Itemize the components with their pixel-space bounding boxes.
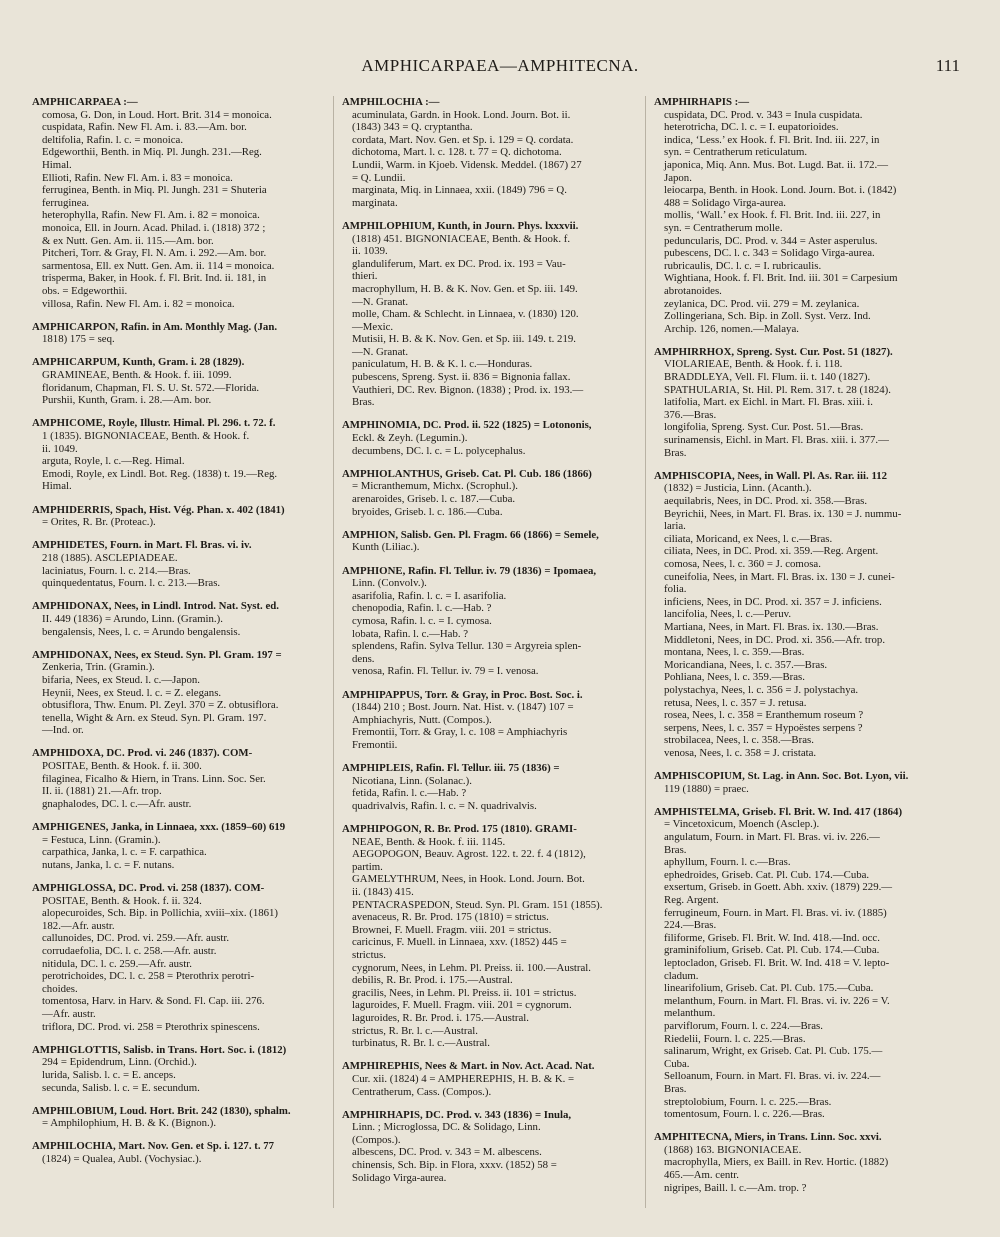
- entry-text-line: arguta, Royle, l. c.—Reg. Himal.: [42, 455, 185, 468]
- entry-text-line: asarifolia, Rafin. l. c. = I. asarifolia.: [352, 589, 507, 602]
- entry-text-line: polystachya, Nees, l. c. 356 = J. polystachya.: [664, 683, 859, 696]
- entry-text-line: Solidago Virga-aurea.: [352, 1171, 447, 1184]
- entry-text-line: triflora, DC. Prod. vi. 258 = Pterothrix spinescens.: [42, 1020, 260, 1033]
- genus-entry: [342, 823, 634, 1050]
- entry-heading-line: AMPHIDONAX, Nees, in Lindl. Introd. Nat. Syst. ed.: [32, 600, 279, 613]
- entry-text-line: rosea, Nees, l. c. 358 = Eranthemum roseum ?: [664, 709, 864, 722]
- entry-text-line: 376.—Bras.: [664, 408, 717, 421]
- entry-text-line: gracilis, Nees, in Lehm. Pl. Preiss. ii. 101 = strictus.: [352, 986, 577, 999]
- entry-text-line: leiocarpa, Benth. in Hook. Lond. Journ. Bot. i. (1842): [664, 184, 897, 197]
- entry-text-line: Kunth (Liliac.).: [352, 541, 420, 554]
- entry-text-line: longifolia, Spreng. Syst. Cur. Post. 51.—Bras.: [664, 421, 864, 434]
- entry-text-line: obs. = Edgeworthii.: [42, 284, 128, 297]
- entry-text-line: Martiana, Nees, in Mart. Fl. Bras. ix. 130.—Bras.: [664, 620, 879, 633]
- entry-text-line: alopecuroides, Sch. Bip. in Pollichia, xviii–xix. (1861): [42, 907, 279, 920]
- entry-text-line: ciliata, Nees, in DC. Prod. xi. 359.—Reg. Argent.: [664, 545, 879, 558]
- entry-text-line: —Afr. austr.: [42, 1007, 96, 1020]
- entry-text-line: splendens, Rafin. Sylva Tellur. 130 = Argyreia splen-: [352, 640, 582, 653]
- genus-entry: [342, 689, 634, 752]
- entry-text-line: GAMELYTHRUM, Nees, in Hook. Lond. Journ. Bot.: [352, 873, 585, 886]
- entry-text-line: = Micranthemum, Michx. (Scrophul.).: [352, 480, 518, 493]
- entry-text-line: acuminulata, Gardn. in Hook. Lond. Journ. Bot. ii.: [352, 108, 571, 121]
- entry-text-line: secunda, Salisb. l. c. = E. secundum.: [42, 1081, 200, 1094]
- entry-text-line: 1 (1835). BIGNONIACEAE, Benth. & Hook. f.: [42, 430, 250, 443]
- entry-text-line: pubescens, DC. l. c. 343 = Solidago Virga-aurea.: [664, 247, 875, 260]
- entry-text-line: = Orites, R. Br. (Proteac.).: [42, 516, 156, 529]
- entry-text-line: fetida, Rafin. l. c.—Hab. ?: [352, 787, 467, 800]
- entry-text-line: latifolia, Mart. ex Eichl. in Mart. Fl. Bras. xiii. i.: [664, 396, 874, 409]
- entry-text-line: tomentosa, Harv. in Harv. & Sond. Fl. Cap. iii. 276.: [42, 995, 265, 1008]
- entry-text-line: nigripes, Baill. l. c.—Am. trop. ?: [664, 1181, 807, 1194]
- entry-text-line: II. ii. (1881) 21.—Afr. trop.: [42, 785, 162, 798]
- entry-text-line: avenaceus, R. Br. Prod. 175 (1810) = strictus.: [352, 911, 549, 924]
- entry-text-line: bryoides, Griseb. l. c. 186.—Cuba.: [352, 505, 503, 518]
- entry-text-line: heterotricha, DC. l. c. = I. eupatorioides.: [664, 121, 839, 134]
- entry-text-line: melanthum, Fourn. in Mart. Fl. Bras. vi. iv. 226 = V.: [664, 994, 890, 1007]
- entry-text-line: Bras.: [664, 843, 687, 856]
- entry-text-line: GRAMINEAE, Benth. & Hook. f. iii. 1099.: [42, 369, 232, 382]
- entry-text-line: ii. (1843) 415.: [352, 886, 414, 898]
- entry-text-line: filaginea, Ficalho & Hiern, in Trans. Linn. Soc. Ser.: [42, 772, 266, 785]
- entry-text-line: AEGOPOGON, Beauv. Agrost. 122. t. 22. f. 4 (1812),: [352, 848, 586, 861]
- entry-text-line: nitidula, DC. l. c. 259.—Afr. austr.: [42, 957, 192, 970]
- entry-text-line: POSITAE, Benth. & Hook. f. ii. 324.: [42, 894, 202, 907]
- entry-heading-line: AMPHIGLOSSA, DC. Prod. vi. 258 (1837). COM-: [32, 882, 265, 894]
- entry-text-line: comosa, Nees, l. c. 360 = J. comosa.: [664, 557, 821, 570]
- entry-text-line: (1868) 163. BIGNONIACEAE.: [664, 1143, 802, 1156]
- genus-entry: [654, 96, 946, 335]
- entry-text-line: floridanum, Chapman, Fl. S. U. St. 572.—Florida.: [42, 381, 260, 394]
- entry-text-line: salinarum, Wright, ex Griseb. Cat. Pl. Cub. 175.—: [664, 1045, 883, 1058]
- entry-text-line: = Amphilophium, H. B. & K. (Bignon.).: [42, 1117, 217, 1130]
- entry-text-line: cuspidata, DC. Prod. v. 343 = Inula cuspidata.: [664, 108, 863, 121]
- entry-heading-line: AMPHISTELMA, Griseb. Fl. Brit. W. Ind. 417 (1864): [654, 805, 903, 818]
- entry-heading-line: AMPHIPLEIS, Rafin. Fl. Tellur. iii. 75 (1836) =: [342, 762, 560, 775]
- entry-text-line: ciliata, Moricand, ex Nees, l. c.—Bras.: [664, 532, 833, 545]
- text-column-middle: [342, 96, 634, 1195]
- genus-entry: [342, 468, 634, 518]
- entry-text-line: (1824) = Qualea, Aubl. (Vochysiac.).: [42, 1153, 202, 1166]
- genus-entry: [32, 747, 324, 810]
- entry-text-line: aequilabris, Nees, in DC. Prod. xi. 358.—Bras.: [664, 495, 868, 507]
- entry-heading-line: AMPHILOPHIUM, Kunth, in Journ. Phys. lxxxvii.: [342, 219, 579, 232]
- running-head: AMPHICARPAEA—AMPHITECNA.: [361, 56, 639, 75]
- entry-text-line: streptolobium, Fourn. l. c. 225.—Bras.: [664, 1095, 832, 1108]
- entry-text-line: VIOLARIEAE, Benth. & Hook. f. i. 118.: [664, 358, 843, 371]
- entry-text-line: caricinus, F. Muell. in Linnaea, xxv. (1852) 445 =: [352, 936, 567, 949]
- entry-text-line: lobata, Rafin. l. c.—Hab. ?: [352, 627, 469, 640]
- entry-text-line: = Vincetoxicum, Moench (Asclep.).: [664, 818, 820, 831]
- entry-heading-line: AMPHIPAPPUS, Torr. & Gray, in Proc. Bost. Soc. i.: [342, 688, 583, 701]
- entry-heading-line: AMPHICOME, Royle, Illustr. Himal. Pl. 296. t. 72. f.: [32, 417, 276, 430]
- entry-text-line: bengalensis, Nees, l. c. = Arundo bengalensis.: [42, 625, 241, 638]
- genus-entry: [32, 417, 324, 493]
- text-column-right: [654, 96, 946, 1205]
- entry-text-line: laciniatus, Fourn. l. c. 214.—Bras.: [42, 564, 191, 577]
- entry-heading-line: AMPHIRHAPIS :—: [654, 96, 750, 108]
- genus-entry: [342, 529, 634, 554]
- entry-text-line: 182.—Afr. austr.: [42, 919, 115, 932]
- entry-text-line: inficiens, Nees, in DC. Prod. xi. 357 = J. inficiens.: [664, 595, 882, 608]
- genus-entry: [32, 356, 324, 406]
- entry-text-line: nutans, Janka, l. c. = F. nutans.: [42, 858, 175, 871]
- entry-text-line: Emodi, Royle, ex Lindl. Bot. Reg. (1838) t. 19.—Reg.: [42, 467, 278, 480]
- entry-text-line: Ellioti, Rafin. New Fl. Am. i. 83 = monoica.: [42, 171, 233, 184]
- genus-entry: [32, 1044, 324, 1094]
- entry-text-line: venosa, Rafin. Fl. Tellur. iv. 79 = I. venosa.: [352, 665, 539, 678]
- entry-text-line: Bras.: [352, 396, 375, 409]
- entry-heading-line: AMPHIDERRIS, Spach, Hist. Vég. Phan. x. 402 (1841): [32, 503, 285, 516]
- entry-heading-line: AMPHINOMIA, DC. Prod. ii. 522 (1825) = Lotononis,: [342, 419, 592, 432]
- genus-entry: [654, 1131, 946, 1194]
- entry-text-line: cygnorum, Nees, in Lehm. Pl. Preiss. ii. 100.—Austral.: [352, 961, 592, 974]
- entry-text-line: tenella, Wight & Arn. ex Steud. Syn. Pl. Gram. 197.: [42, 711, 267, 724]
- genus-entry: [32, 882, 324, 1033]
- entry-text-line: Wightiana, Hook. f. Fl. Brit. Ind. iii. 301 = Carpesium: [664, 272, 898, 285]
- entry-text-line: thieri.: [352, 270, 378, 283]
- entry-text-line: debilis, R. Br. Prod. i. 175.—Austral.: [352, 974, 513, 987]
- entry-text-line: Nicotiana, Linn. (Solanac.).: [352, 774, 472, 787]
- entry-text-line: Eckl. & Zeyh. (Legumin.).: [352, 432, 468, 445]
- entry-text-line: Himal.: [42, 480, 72, 493]
- genus-entry: [32, 600, 324, 638]
- entry-text-line: indica, ‘Less.’ ex Hook. f. Fl. Brit. Ind. iii. 227, in: [664, 133, 880, 146]
- genus-entry: [32, 821, 324, 871]
- entry-text-line: laria.: [664, 520, 686, 533]
- entry-heading-line: AMPHICARPUM, Kunth, Gram. i. 28 (1829).: [32, 356, 245, 369]
- entry-text-line: surinamensis, Eichl. in Mart. Fl. Bras. xiii. i. 377.—: [664, 434, 889, 447]
- entry-text-line: —Ind. or.: [42, 724, 84, 737]
- entry-text-line: angulatum, Fourn. in Mart. Fl. Bras. vi. iv. 226.—: [664, 831, 880, 844]
- entry-text-line: molle, Cham. & Schlecht. in Linnaea, v. (1830) 120.: [352, 308, 579, 321]
- entry-text-line: corrudaefolia, DC. l. c. 258.—Afr. austr.: [42, 944, 217, 957]
- entry-text-line: deltifolia, Rafin. l. c. = monoica.: [42, 133, 184, 146]
- entry-text-line: Edgeworthii, Benth. in Miq. Pl. Jungh. 231.—Reg.: [42, 146, 262, 159]
- entry-text-line: turbinatus, R. Br. l. c.—Austral.: [352, 1037, 490, 1050]
- entry-heading-line: AMPHIGENES, Janka, in Linnaea, xxx. (1859–60) 619: [32, 821, 286, 834]
- entry-text-line: lancifolia, Nees, l. c.—Peruv.: [664, 608, 792, 621]
- entry-text-line: parviflorum, Fourn. l. c. 224.—Bras.: [664, 1019, 823, 1032]
- entry-text-line: strictus.: [352, 948, 386, 961]
- entry-text-line: Linn. (Convolv.).: [352, 577, 427, 590]
- genus-entry: [32, 649, 324, 737]
- entry-text-line: 218 (1885). ASCLEPIADEAE.: [42, 551, 178, 564]
- genus-entry: [342, 419, 634, 457]
- entry-text-line: Selloanum, Fourn. in Mart. Fl. Bras. vi. iv. 224.—: [664, 1070, 881, 1083]
- entry-text-line: gnaphalodes, DC. l. c.—Afr. austr.: [42, 797, 192, 810]
- entry-text-line: marginata, Miq. in Linnaea, xxii. (1849) 796 = Q.: [352, 184, 567, 197]
- entry-text-line: trisperma, Baker, in Hook. f. Fl. Brit. Ind. ii. 181, in: [42, 272, 267, 285]
- entry-text-line: macrophyllum, H. B. & K. Nov. Gen. et Sp. iii. 149.: [352, 282, 578, 295]
- entry-text-line: Fremontii.: [352, 738, 398, 751]
- entry-text-line: cymosa, Rafin. l. c. = I. cymosa.: [352, 614, 492, 627]
- entry-text-line: strictus, R. Br. l. c.—Austral.: [352, 1024, 478, 1037]
- entry-text-line: cuneifolia, Nees, in Mart. Fl. Bras. ix. 130 = J. cunei-: [664, 570, 895, 583]
- entry-text-line: obtusiflora, Thw. Enum. Pl. Zeyl. 370 = Z. obtusiflora.: [42, 699, 279, 712]
- entry-text-line: chinensis, Sch. Bip. in Flora, xxxv. (1852) 58 =: [352, 1159, 557, 1172]
- entry-text-line: Purshii, Kunth, Gram. i. 28.—Am. bor.: [42, 394, 212, 407]
- entry-text-line: 1818) 175 = seq.: [42, 333, 115, 346]
- entry-text-line: Bras.: [664, 1082, 687, 1095]
- entry-text-line: SPATHULARIA, St. Hil. Pl. Rem. 317. t. 28 (1824).: [664, 383, 891, 396]
- entry-text-line: Riedelii, Fourn. l. c. 225.—Bras.: [664, 1032, 806, 1045]
- entry-text-line: folia.: [664, 583, 687, 596]
- entry-text-line: Heynii, Nees, ex Steud. l. c. = Z. elegans.: [42, 686, 222, 699]
- entry-text-line: montana, Nees, l. c. 359.—Bras.: [664, 646, 805, 659]
- entry-heading-line: AMPHIGLOTTIS, Salisb. in Trans. Hort. Soc. i. (1812): [32, 1043, 287, 1056]
- entry-text-line: cordata, Mart. Nov. Gen. et Sp. i. 129 = Q. cordata.: [352, 133, 574, 146]
- entry-heading-line: AMPHIOLANTHUS, Griseb. Cat. Pl. Cub. 186 (1866): [342, 467, 592, 480]
- entry-text-line: partim.: [352, 860, 383, 873]
- entry-heading-line: AMPHIDOXA, DC. Prod. vi. 246 (1837). COM-: [32, 747, 253, 760]
- entry-text-line: Middletoni, Nees, in DC. Prod. xi. 356.—Afr. trop.: [664, 633, 886, 646]
- genus-entry: [32, 321, 324, 346]
- entry-heading-line: AMPHILOCHIA, Mart. Nov. Gen. et Sp. i. 127. t. 77: [32, 1140, 275, 1153]
- entry-text-line: 224.—Bras.: [664, 919, 717, 932]
- entry-text-line: japonica, Miq. Ann. Mus. Bot. Lugd. Bat. ii. 172.—: [664, 158, 889, 171]
- entry-text-line: Fremontii, Torr. & Gray, l. c. 108 = Amphiachyris: [352, 726, 568, 739]
- entry-heading-line: AMPHITECNA, Miers, in Trans. Linn. Soc. xxvi.: [654, 1131, 882, 1144]
- entry-text-line: choides.: [42, 982, 78, 995]
- entry-text-line: (1832) = Justicia, Linn. (Acanth.).: [664, 482, 812, 495]
- entry-text-line: ferruginea.: [42, 196, 90, 209]
- entry-text-line: villosa, Rafin. New Fl. Am. i. 82 = monoica.: [42, 297, 235, 310]
- entry-text-line: dens.: [352, 652, 375, 665]
- entry-text-line: melanthum.: [664, 1007, 716, 1020]
- entry-text-line: Amphiachyris, Nutt. (Compos.).: [352, 713, 492, 726]
- entry-text-line: BRADDLEYA, Vell. Fl. Flum. ii. t. 140 (1827).: [664, 371, 871, 384]
- entry-text-line: perotrichoides, DC. l. c. 258 = Pterothrix perotri-: [42, 970, 255, 983]
- entry-text-line: —N. Granat.: [352, 345, 409, 358]
- entry-text-line: 465.—Am. centr.: [664, 1169, 739, 1182]
- entry-text-line: II. 449 (1836) = Arundo, Linn. (Gramin.).: [42, 612, 223, 625]
- entry-text-line: Centratherum, Cass. (Compos.).: [352, 1085, 492, 1098]
- entry-text-line: ii. 1049.: [42, 442, 78, 455]
- entry-text-line: cuspidata, Rafin. New Fl. Am. i. 83.—Am. bor.: [42, 121, 247, 134]
- entry-text-line: chenopodia, Rafin. l. c.—Hab. ?: [352, 602, 492, 615]
- entry-text-line: laguroides, F. Muell. Fragm. viii. 201 = cygnorum.: [352, 999, 572, 1012]
- entry-text-line: heterophylla, Rafin. New Fl. Am. i. 82 = monoica.: [42, 209, 260, 222]
- entry-text-line: (1818) 451. BIGNONIACEAE, Benth. & Hook. f.: [352, 232, 571, 245]
- entry-text-line: Zollingeriana, Sch. Bip. in Zoll. Syst. Verz. Ind.: [664, 310, 871, 323]
- entry-heading-line: AMPHION, Salisb. Gen. Pl. Fragm. 66 (1866) = Semele,: [342, 528, 599, 541]
- entry-text-line: Himal.: [42, 158, 72, 171]
- entry-text-line: Cuba.: [664, 1057, 690, 1070]
- entry-text-line: lurida, Salisb. l. c. = E. anceps.: [42, 1068, 176, 1081]
- entry-heading-line: AMPHISCOPIA, Nees, in Wall. Pl. As. Rar. iii. 112: [654, 469, 888, 482]
- entry-text-line: abrotanoides.: [664, 284, 722, 297]
- entry-heading-line: AMPHICARPON, Rafin. in Am. Monthly Mag. (Jan.: [32, 320, 278, 333]
- column-divider: [333, 96, 334, 1208]
- entry-text-line: arenaroides, Griseb. l. c. 187.—Cuba.: [352, 493, 516, 505]
- entry-text-line: Cur. xii. (1824) 4 = AMPHEREPHIS, H. B. & K. =: [352, 1072, 575, 1085]
- entry-text-line: quinquedentatus, Fourn. l. c. 213.—Bras.: [42, 577, 221, 590]
- entry-text-line: Moricandiana, Nees, l. c. 357.—Bras.: [664, 658, 828, 671]
- entry-text-line: syn. = Centratherum reticulatum.: [664, 146, 808, 159]
- entry-text-line: Beyrichii, Nees, in Mart. Fl. Bras. ix. 130 = J. nummu-: [664, 507, 902, 520]
- entry-text-line: carpathica, Janka, l. c. = F. carpathica.: [42, 846, 207, 859]
- entry-text-line: strobilacea, Nees, l. c. 358.—Bras.: [664, 734, 814, 747]
- entry-text-line: 294 = Epidendrum, Linn. (Orchid.).: [42, 1056, 197, 1069]
- entry-text-line: syn. = Centratherum molle.: [664, 221, 783, 234]
- genus-entry: [342, 762, 634, 812]
- genus-entry: [342, 565, 634, 678]
- entry-text-line: mollis, ‘Wall.’ ex Hook. f. Fl. Brit. Ind. iii. 227, in: [664, 209, 881, 222]
- entry-heading-line: AMPHICARPAEA :—: [32, 96, 138, 108]
- entry-text-line: venosa, Nees, l. c. 358 = J. cristata.: [664, 746, 817, 759]
- genus-entry: [342, 96, 634, 209]
- entry-text-line: cladum.: [664, 969, 699, 982]
- entry-text-line: ferruginea, Benth. in Miq. Pl. Jungh. 231 = Shuteria: [42, 184, 267, 197]
- entry-text-line: macrophylla, Miers, ex Baill. in Rev. Hortic. (1882): [664, 1156, 889, 1169]
- genus-entry: [654, 770, 946, 795]
- entry-text-line: = Festuca, Linn. (Gramin.).: [42, 833, 161, 846]
- genus-entry: [32, 1140, 324, 1165]
- genus-entry: [342, 1109, 634, 1185]
- entry-text-line: —Mexic.: [352, 320, 394, 333]
- entry-heading-line: AMPHIDETES, Fourn. in Mart. Fl. Bras. vi. iv.: [32, 539, 252, 552]
- entry-text-line: aphyllum, Fourn. l. c.—Bras.: [664, 856, 791, 869]
- entry-text-line: Japon.: [664, 171, 692, 184]
- entry-text-line: PENTACRASPEDON, Steud. Syn. Pl. Gram. 151 (1855).: [352, 898, 603, 911]
- entry-text-line: Pohliana, Nees, l. c. 359.—Bras.: [664, 671, 805, 684]
- entry-text-line: quadrivalvis, Rafin. l. c. = N. quadrivalvis.: [352, 799, 537, 812]
- entry-text-line: ii. 1039.: [352, 245, 388, 258]
- entry-text-line: 488 = Solidago Virga-aurea.: [664, 196, 786, 209]
- entry-text-line: ferrugineum, Fourn. in Mart. Fl. Bras. vi. iv. (1885): [664, 906, 887, 919]
- entry-text-line: —N. Granat.: [352, 295, 409, 308]
- entry-text-line: Vauthieri, DC. Rev. Bignon. (1838) ; Prod. ix. 193.—: [352, 383, 584, 396]
- entry-text-line: Mutisii, H. B. & K. Nov. Gen. et Sp. iii. 149. t. 219.: [352, 333, 576, 346]
- entry-text-line: glanduliferum, Mart. ex DC. Prod. ix. 193 = Vau-: [352, 257, 566, 270]
- genus-entry: [342, 1060, 634, 1098]
- entry-text-line: rubricaulis, DC. l. c. = I. rubricaulis.: [664, 259, 822, 272]
- entry-text-line: = Q. Lundii.: [352, 171, 406, 184]
- entry-text-line: (1844) 210 ; Bost. Journ. Nat. Hist. v. (1847) 107 =: [352, 701, 574, 714]
- genus-entry: [32, 539, 324, 589]
- entry-text-line: (1843) 343 = Q. cryptantha.: [352, 121, 473, 134]
- entry-heading-line: AMPHIREPHIS, Nees & Mart. in Nov. Act. Acad. Nat.: [342, 1060, 595, 1073]
- entry-text-line: pubescens, Spreng. Syst. ii. 836 = Bignonia fallax.: [352, 371, 571, 384]
- genus-entry: [32, 1105, 324, 1130]
- entry-text-line: tomentosum, Fourn. l. c. 226.—Bras.: [664, 1108, 825, 1121]
- entry-heading-line: AMPHIRHAPIS, DC. Prod. v. 343 (1836) = Inula,: [342, 1108, 572, 1121]
- entry-heading-line: AMPHIONE, Rafin. Fl. Tellur. iv. 79 (1836) = Ipomaea,: [342, 564, 597, 577]
- entry-text-line: retusa, Nees, l. c. 357 = J. retusa.: [664, 696, 807, 709]
- genus-entry: [32, 504, 324, 529]
- entry-heading-line: AMPHIRRHOX, Spreng. Syst. Cur. Post. 51 (1827).: [654, 345, 893, 358]
- entry-text-line: graminifolium, Griseb. Cat. Pl. Cub. 174.—Cuba.: [664, 944, 880, 957]
- entry-text-line: callunoides, DC. Prod. vi. 259.—Afr. austr.: [42, 932, 230, 945]
- entry-text-line: albescens, DC. Prod. v. 343 = M. albescens.: [352, 1146, 542, 1159]
- entry-text-line: Reg. Argent.: [664, 894, 719, 906]
- entry-text-line: Brownei, F. Muell. Fragm. viii. 201 = strictus.: [352, 923, 552, 936]
- entry-heading-line: AMPHILOBIUM, Loud. Hort. Brit. 242 (1830), sphalm.: [32, 1104, 291, 1117]
- column-divider: [645, 96, 646, 1208]
- genus-entry: [654, 470, 946, 760]
- entry-text-line: (Compos.).: [352, 1133, 401, 1146]
- entry-text-line: decumbens, DC. l. c. = L. polycephalus.: [352, 444, 526, 457]
- entry-text-line: Pitcheri, Torr. & Gray, Fl. N. Am. i. 292.—Am. bor.: [42, 247, 267, 260]
- entry-heading-line: AMPHILOCHIA :—: [342, 96, 440, 108]
- entry-heading-line: AMPHIPOGON, R. Br. Prod. 175 (1810). GRAMI-: [342, 823, 577, 836]
- entry-text-line: monoica, Ell. in Journ. Acad. Philad. i. (1818) 372 ;: [42, 221, 266, 234]
- entry-text-line: exsertum, Griseb. in Goett. Abh. xxiv. (1879) 229.—: [664, 881, 893, 894]
- entry-text-line: Linn. ; Microglossa, DC. & Solidago, Linn.: [352, 1121, 541, 1134]
- entry-text-line: linearifolium, Griseb. Cat. Pl. Cub. 175.—Cuba.: [664, 982, 874, 995]
- entry-text-line: dichotoma, Mart. l. c. 128. t. 77 = Q. dichotoma.: [352, 146, 562, 159]
- entry-text-line: zeylanica, DC. Prod. vii. 279 = M. zeylanica.: [664, 297, 860, 310]
- page-number: 111: [935, 56, 960, 75]
- entry-text-line: Archip. 126, nomen.—Malaya.: [664, 322, 799, 335]
- entry-text-line: filiforme, Griseb. Fl. Brit. W. Ind. 418.—Ind. occ.: [664, 931, 880, 944]
- entry-text-line: comosa, G. Don, in Loud. Hort. Brit. 314 = monoica.: [42, 108, 272, 121]
- entry-text-line: ephedroides, Griseb. Cat. Pl. Cub. 174.—Cuba.: [664, 868, 870, 881]
- entry-text-line: POSITAE, Benth. & Hook. f. ii. 300.: [42, 760, 202, 773]
- entry-text-line: Bras.: [664, 446, 687, 459]
- entry-text-line: & ex Nutt. Gen. Am. ii. 115.—Am. bor.: [42, 234, 214, 247]
- entry-text-line: laguroides, R. Br. Prod. i. 175.—Austral.: [352, 1011, 529, 1024]
- entry-text-line: sarmentosa, Ell. ex Nutt. Gen. Am. ii. 114 = monoica.: [42, 259, 275, 272]
- genus-entry: [32, 96, 324, 310]
- genus-entry: [654, 346, 946, 459]
- entry-text-line: NEAE, Benth. & Hook. f. iii. 1145.: [352, 835, 506, 848]
- text-column-left: [32, 96, 324, 1176]
- entry-heading-line: AMPHIDONAX, Nees, ex Steud. Syn. Pl. Gram. 197 =: [32, 648, 282, 661]
- entry-text-line: Zenkeria, Trin. (Gramin.).: [42, 661, 155, 674]
- entry-text-line: leptocladon, Griseb. Fl. Brit. W. Ind. 418 = V. lepto-: [664, 956, 890, 969]
- entry-text-line: serpens, Nees, l. c. 357 = Hypoëstes serpens ?: [664, 721, 863, 734]
- genus-entry: [342, 220, 634, 409]
- entry-text-line: bifaria, Nees, ex Steud. l. c.—Japon.: [42, 673, 201, 686]
- entry-text-line: peduncularis, DC. Prod. v. 344 = Aster asperulus.: [664, 234, 878, 247]
- entry-text-line: paniculatum, H. B. & K. l. c.—Honduras.: [352, 358, 533, 371]
- entry-text-line: marginata.: [352, 196, 398, 209]
- entry-heading-line: AMPHISCOPIUM, St. Lag. in Ann. Soc. Bot. Lyon, vii.: [654, 770, 909, 783]
- entry-text-line: 119 (1880) = praec.: [664, 782, 749, 795]
- entry-text-line: Lundii, Warm. in Kjoeb. Vidensk. Meddel. (1867) 27: [352, 158, 582, 171]
- genus-entry: [654, 806, 946, 1121]
